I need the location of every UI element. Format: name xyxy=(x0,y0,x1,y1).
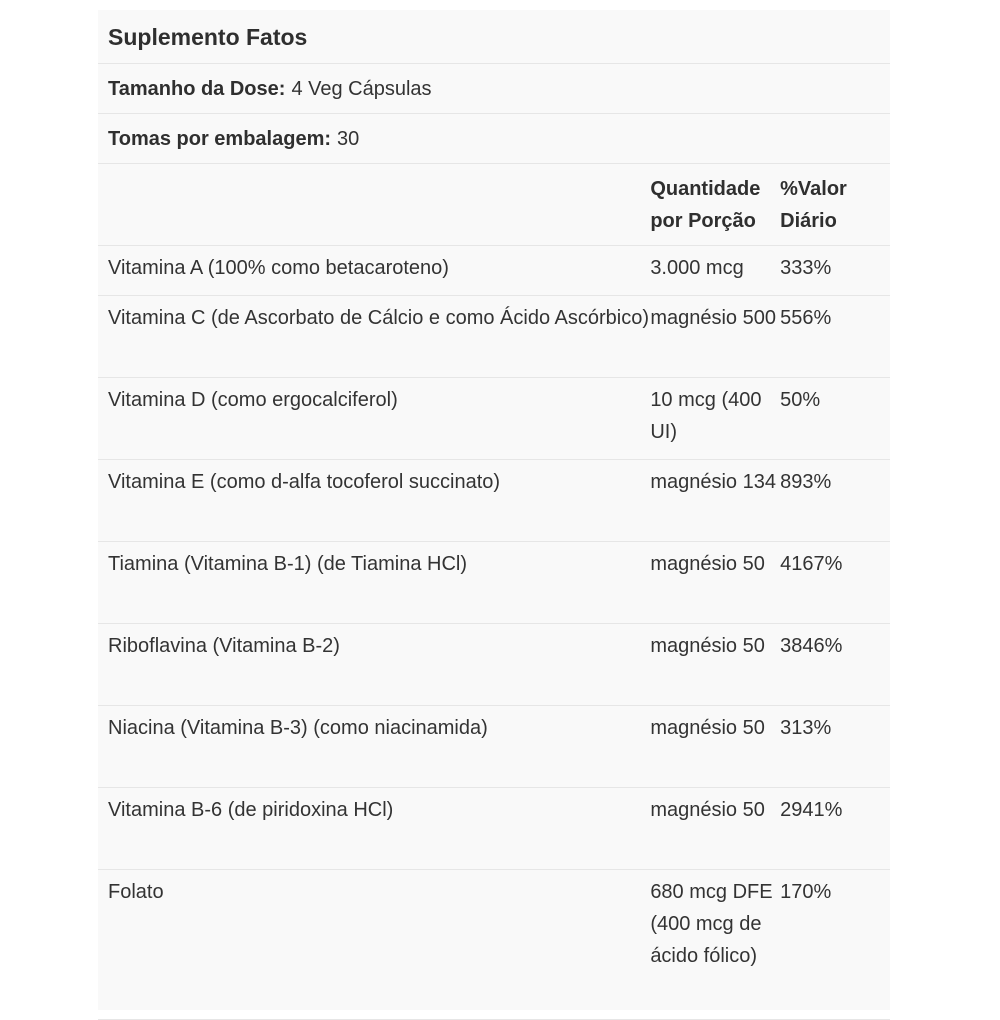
nutrient-amount: magnésio 50 xyxy=(650,717,765,739)
nutrient-name: Vitamina C (de Ascorbato de Cálcio e como Ácido Ascórbico) xyxy=(108,307,650,329)
servings-per-container-value: 30 xyxy=(337,128,360,150)
nutrient-name: Vitamina B-6 (de piridoxina HCl) xyxy=(108,799,394,821)
nutrient-row xyxy=(98,624,890,706)
servings-per-container-row xyxy=(98,114,890,164)
nutrient-amount: magnésio 50 xyxy=(650,799,765,821)
header-amount: Quantidade por Porção xyxy=(650,178,761,232)
nutrient-name: Tiamina (Vitamina B-1) (de Tiamina HCl) xyxy=(108,553,467,575)
nutrient-daily-value: 556% xyxy=(780,307,832,329)
nutrient-daily-value: 2941% xyxy=(780,799,843,821)
nutrient-daily-value: 893% xyxy=(780,471,832,493)
nutrient-row xyxy=(98,542,890,624)
nutrient-row xyxy=(98,870,890,1020)
nutrient-name: Vitamina E (como d-alfa tocoferol succinato) xyxy=(108,471,501,493)
supplement-facts-panel xyxy=(98,10,890,1010)
nutrient-name: Niacina (Vitamina B-3) (como niacinamida) xyxy=(108,717,488,739)
nutrient-daily-value: 50% xyxy=(780,389,821,411)
nutrient-daily-value: 4167% xyxy=(780,553,843,575)
header-daily-value: %Valor Diário xyxy=(780,178,847,232)
nutrient-amount: 680 mcg DFE (400 mcg de ácido fólico) xyxy=(650,881,773,967)
nutrient-row xyxy=(98,706,890,788)
serving-size-row xyxy=(98,64,890,114)
nutrient-amount: 3.000 mcg xyxy=(650,257,744,279)
nutrient-daily-value: 313% xyxy=(780,717,832,739)
nutrient-amount: magnésio 50 xyxy=(650,553,765,575)
nutrient-amount: 10 mcg (400 UI) xyxy=(650,389,762,443)
nutrient-row xyxy=(98,788,890,870)
servings-per-container-label: Tomas por embalagem: xyxy=(108,128,332,150)
nutrient-list xyxy=(98,246,890,1020)
serving-size-label: Tamanho da Dose: xyxy=(108,78,286,100)
table-header-row xyxy=(98,164,890,246)
nutrient-daily-value: 333% xyxy=(780,257,832,279)
nutrient-row xyxy=(98,378,890,460)
panel-title: Suplemento Fatos xyxy=(98,10,890,64)
nutrient-row xyxy=(98,296,890,378)
nutrient-name: Riboflavina (Vitamina B-2) xyxy=(108,635,340,657)
nutrient-daily-value: 3846% xyxy=(780,635,843,657)
nutrient-name: Vitamina A (100% como betacaroteno) xyxy=(108,257,449,279)
nutrient-row xyxy=(98,246,890,296)
nutrient-amount: magnésio 134 xyxy=(650,471,776,493)
nutrient-name: Folato xyxy=(108,881,164,903)
nutrient-row xyxy=(98,460,890,542)
serving-size-value: 4 Veg Cápsulas xyxy=(291,78,432,100)
nutrient-amount: magnésio 50 xyxy=(650,635,765,657)
nutrient-name: Vitamina D (como ergocalciferol) xyxy=(108,389,398,411)
nutrient-amount: magnésio 500 xyxy=(650,307,776,329)
nutrient-daily-value: 170% xyxy=(780,881,832,903)
